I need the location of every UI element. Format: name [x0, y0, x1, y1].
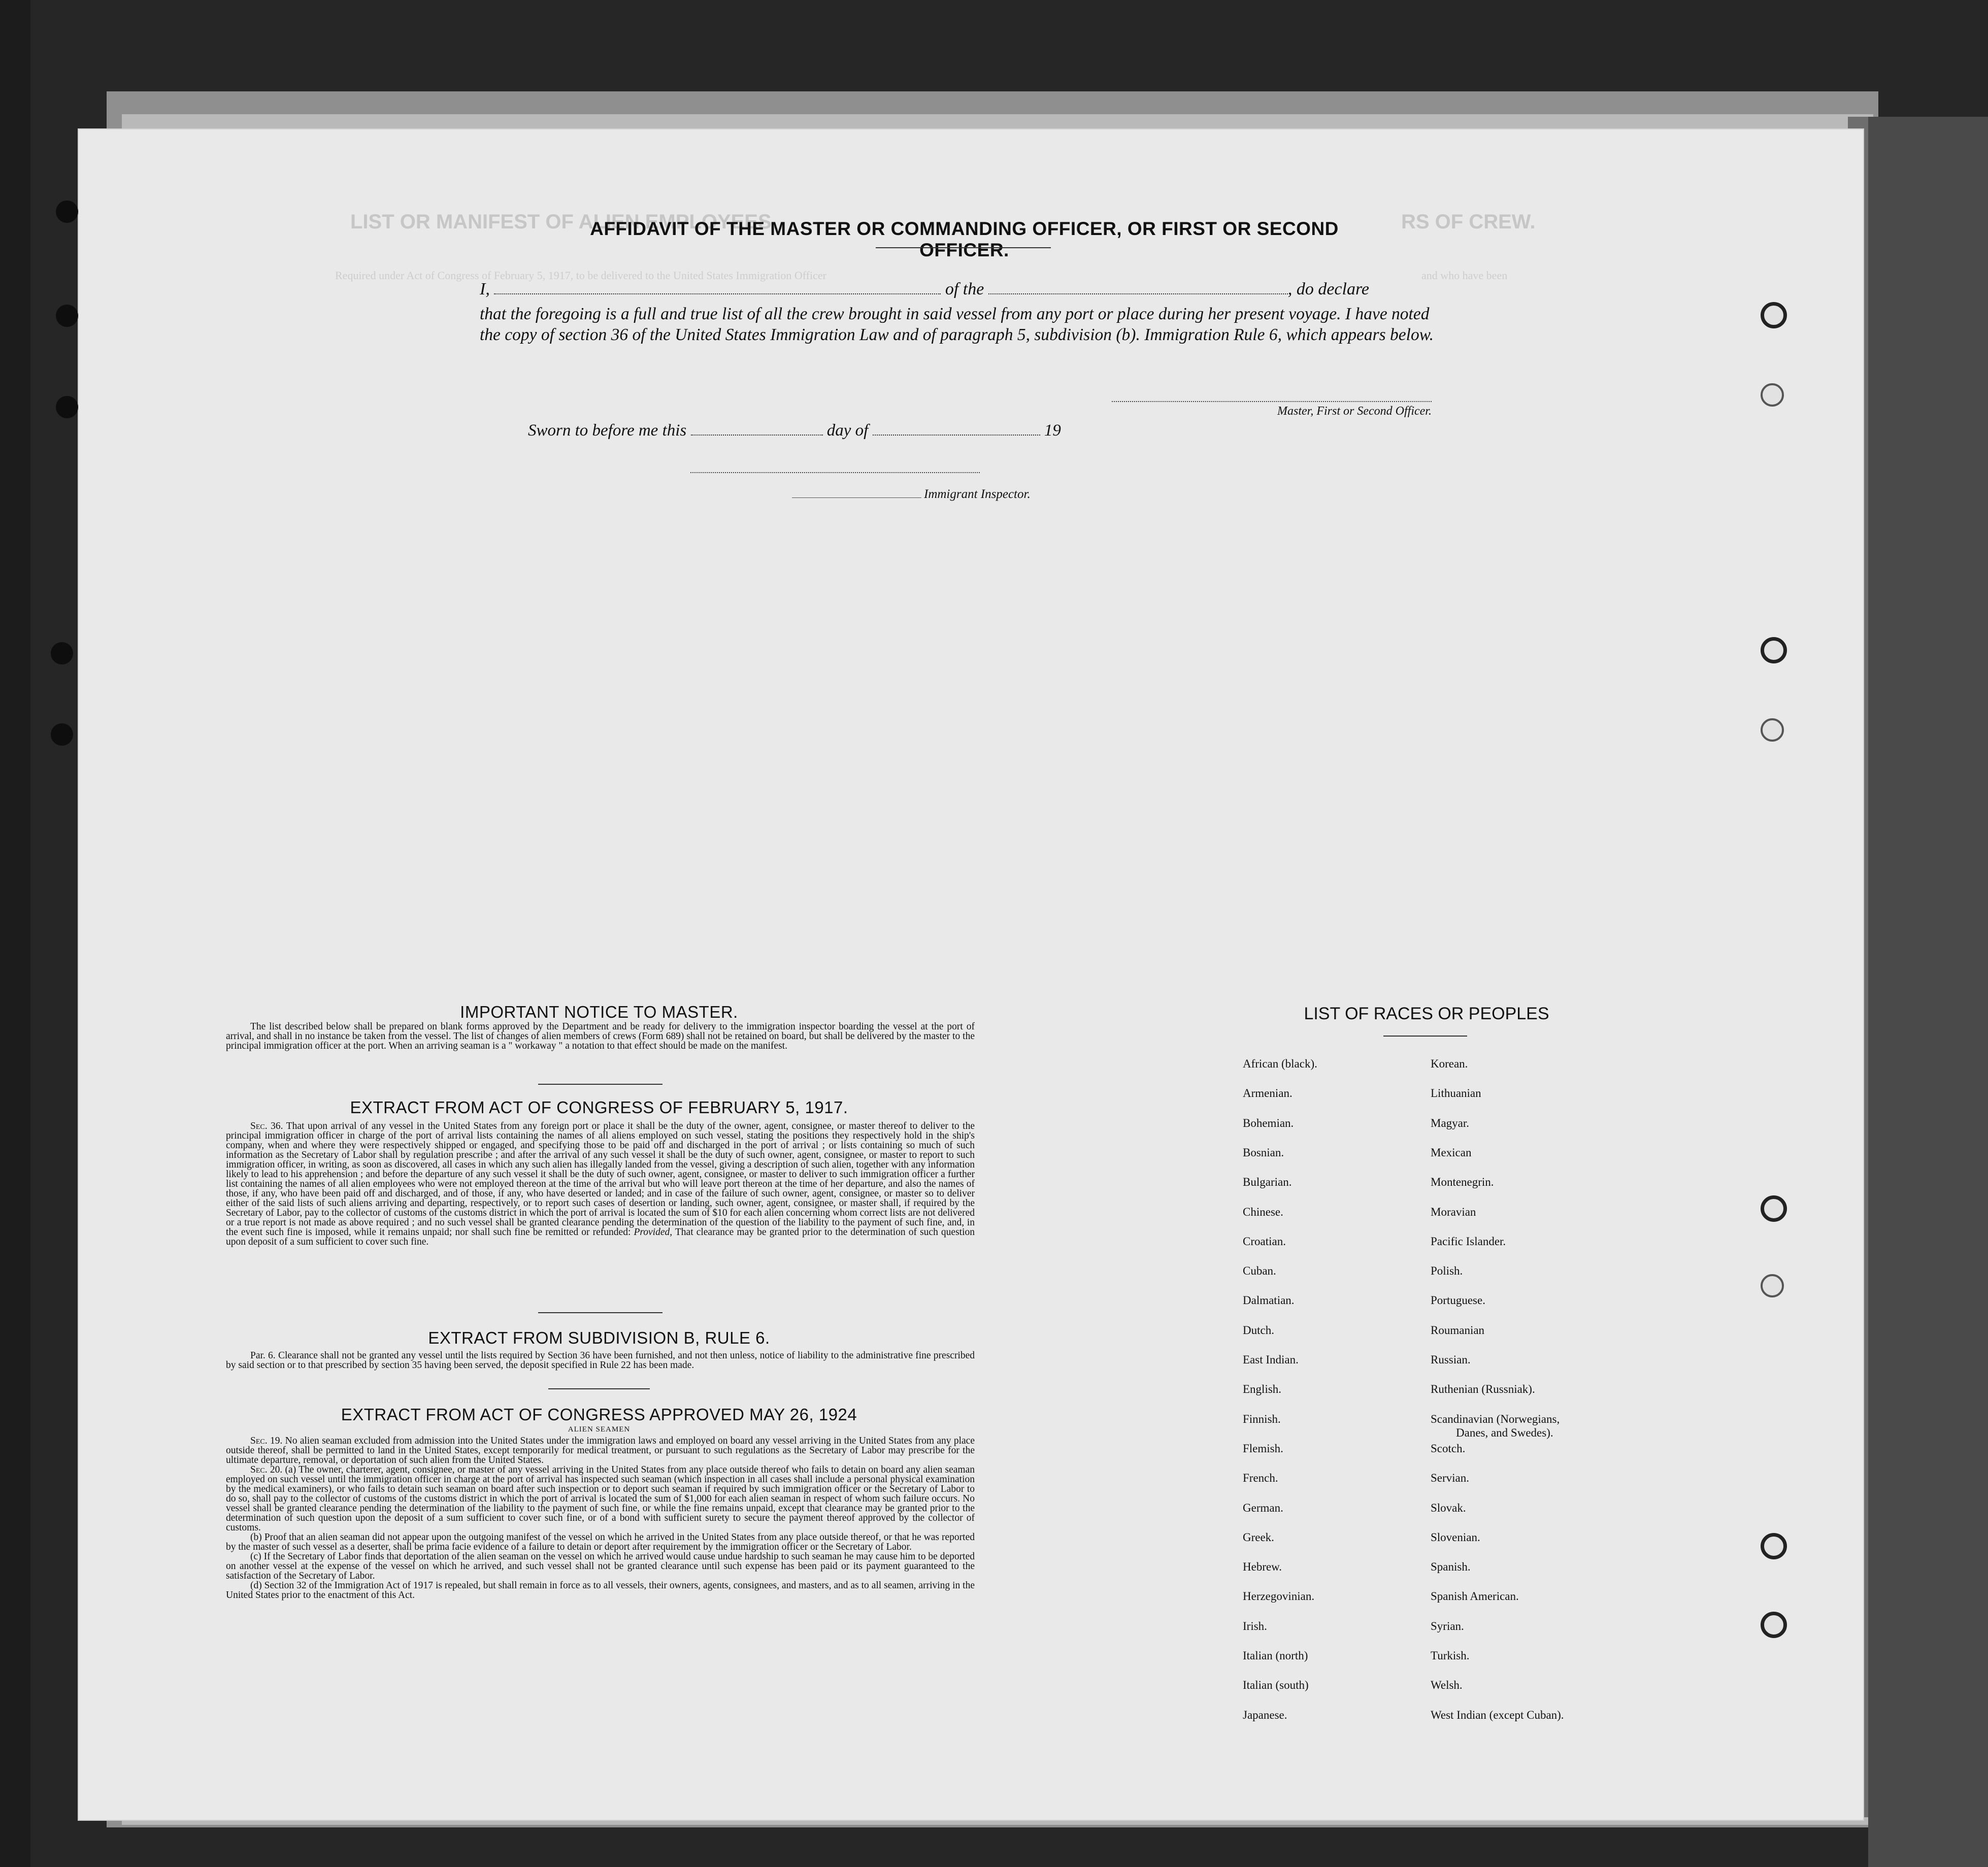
races-divider: [1383, 1036, 1467, 1037]
race-item: Servian.: [1431, 1472, 1470, 1485]
sec20d-text: (d) Section 32 of the Immigration Act of 1917 is repealed, but shall remain in force as to all vessels, their owners, agents, consignees, and masters, and as to all seamen, arriving in the United States prior to the enactment of this Act.: [226, 1580, 975, 1601]
extract-rule6-text: Clearance shall not be granted any vessel until the lists required by Section 36 have been furnished, and not then unless, notice of liability to the administrative fine prescribed by said section or to that prescribed by section 35 having been served, the deposit specified in Rule 22 has been made.: [226, 1350, 975, 1371]
race-item: Scotch.: [1431, 1442, 1466, 1455]
race-item: Syrian.: [1431, 1619, 1464, 1632]
extract-rule6-title: EXTRACT FROM SUBDIVISION B, RULE 6.: [428, 1328, 770, 1347]
race-item: Moravian: [1431, 1205, 1476, 1218]
extract-1917-provided: Provided,: [634, 1227, 673, 1238]
race-item: Slovak.: [1431, 1501, 1466, 1514]
race-item: Japanese.: [1243, 1708, 1287, 1721]
punch-hole: [1761, 1274, 1784, 1297]
race-item: Korean.: [1431, 1057, 1468, 1070]
race-item: Mexican: [1431, 1146, 1472, 1159]
notice-title: IMPORTANT NOTICE TO MASTER.: [460, 1003, 738, 1021]
race-item: Bulgarian.: [1243, 1176, 1292, 1189]
race-item: French.: [1243, 1472, 1278, 1485]
sworn-day-of-label: day of: [826, 421, 869, 440]
race-item: Cuban.: [1243, 1264, 1276, 1278]
extract-1917-title: EXTRACT FROM ACT OF CONGRESS OF FEBRUARY 5, 1917.: [350, 1098, 848, 1117]
race-item: Dalmatian.: [1243, 1294, 1295, 1307]
affidavit-do-declare-label: , do declare: [1287, 280, 1370, 298]
race-item: Slovenian.: [1431, 1530, 1480, 1544]
notice-body: The list described below shall be prepared on blank forms approved by the Department and be ready for delivery to the immigration inspector boarding the vessel at the port of arrival, and shall in no instance be taken from the vessel. The list of changes of alien members of crews (Form 689) shall not be retained on board, but shall be delivered by the master to the principal immigration officer at the port. When an arriving seaman is a " workaway " a notation to that effect should be made on the manifest.: [226, 1021, 975, 1051]
punch-hole: [1761, 1195, 1787, 1222]
binder-hole: [56, 201, 78, 223]
bleed-through-heading: LIST OR MANIFEST OF ALIEN EMPLOYEES: [350, 211, 772, 233]
race-item: Russian.: [1431, 1353, 1471, 1366]
binder-hole: [56, 396, 78, 418]
sec20a-text: (a) The owner, charterer, agent, consignee, or master of any vessel arriving in the United States from any place outside thereof who fails to detain on board any alien seaman employed on such vessel until the immigration officer in charge at the port of arrival has inspected such seaman (which inspection in all cases shall include a personal physical examination by the medical examiners), or who fails to detain such seaman on board after such inspection or to deport such seaman if required by such immigration officer or the Secretary of Labor to do so, shall pay to the collector of customs of the customs district in which the port of arrival is located the sum of $1,000 for each alien seaman in respect of whom such failure occurs. No vessel shall be granted clearance pending the determination of the liability to the payment of such fine, or while the fine remains unpaid, except that clearance may be granted prior to the determination of such question upon the deposit of a sum sufficient to cover such fine, or of a bond with sufficient surety to secure the payment thereof approved by the collector of customs.: [226, 1464, 975, 1533]
punch-hole: [1761, 718, 1784, 742]
race-item: Montenegrin.: [1431, 1176, 1494, 1189]
sec20-label: Sec. 20.: [250, 1464, 283, 1475]
race-item: Pacific Islander.: [1431, 1235, 1506, 1248]
affidavit-of-the-label: of the: [945, 280, 984, 298]
race-item: Irish.: [1243, 1619, 1267, 1632]
punch-hole: [1761, 637, 1787, 663]
race-item: Italian (south): [1243, 1679, 1309, 1692]
extract-rule6-body: [226, 1351, 975, 1370]
race-item: Bosnian.: [1243, 1146, 1284, 1159]
race-item: Roumanian: [1431, 1323, 1485, 1337]
race-item: Dutch.: [1243, 1323, 1274, 1337]
race-item: Herzegovinian.: [1243, 1590, 1315, 1603]
race-item: Spanish.: [1431, 1560, 1471, 1574]
scan-background-right: [1868, 117, 1988, 1867]
sworn-prefix: Sworn to before me this: [528, 421, 687, 440]
master-signature-line: [1112, 401, 1432, 402]
race-item: East Indian.: [1243, 1353, 1299, 1366]
binder-hole: [51, 642, 73, 664]
bleed-through-text: and who have been: [1421, 269, 1508, 282]
sec20c-text: (c) If the Secretary of Labor finds that deportation of the alien seaman on the vessel on which he arrived would cause undue hardship to such seaman he may cause him to be deported on another vessel at the expense of the vessel on which he arrived, and such vessel shall not be granted clearance until such expense has been paid or its payment guaranteed to the satisfaction of the Secretary of Labor.: [226, 1551, 975, 1581]
race-item: Scandinavian (Norwegians,: [1431, 1412, 1560, 1425]
inspector-caption-line: [792, 497, 921, 498]
extract-1917-text-end: That clearance may be granted prior to the determination of such question upon deposit of a sum sufficient to cover such fine.: [226, 1227, 975, 1247]
sec20b-text: (b) Proof that an alien seaman did not appear upon the outgoing manifest of the vessel on which he arrived in the United States from any place outside thereof, or that he was reported by the master of such vessel as a deserter, shall be prima facie evidence of a failure to detain or deport after requirement by the immigration officer or the Secretary of Labor.: [226, 1532, 975, 1552]
sec19-label: Sec. 19.: [250, 1436, 283, 1446]
race-item: Magyar.: [1431, 1116, 1470, 1129]
race-item-continuation: Danes, and Swedes).: [1456, 1426, 1553, 1439]
binder-hole: [56, 305, 78, 327]
race-item: Lithuanian: [1431, 1087, 1481, 1100]
master-signature-caption: Master, First or Second Officer.: [1277, 405, 1432, 418]
sworn-month-field[interactable]: [873, 420, 1040, 436]
race-item: Flemish.: [1243, 1442, 1283, 1455]
punch-hole: [1761, 383, 1784, 407]
race-item: West Indian (except Cuban).: [1431, 1708, 1564, 1721]
extract-1917-body: [226, 1121, 975, 1247]
bleed-through-text: Required under Act of Congress of February 5, 1917, to be delivered to the United States Immigration Officer: [335, 269, 826, 282]
inspector-caption: Immigrant Inspector.: [924, 487, 1031, 501]
race-item: German.: [1243, 1501, 1283, 1514]
title-underline: [876, 247, 1051, 248]
affidavit-title: AFFIDAVIT OF THE MASTER OR COMMANDING OFFICER, OR FIRST OR SECOND OFFICER.: [590, 218, 1339, 260]
race-item: Greek.: [1243, 1530, 1274, 1544]
race-item: Hebrew.: [1243, 1560, 1282, 1574]
race-item: Italian (north): [1243, 1649, 1308, 1662]
sec19-text: No alien seaman excluded from admission into the United States under the immigration laws and employed on board any vessel arriving in the United States from any place outside thereof, shall be permitted to land in the United States, except temporarily for medical treatment, or pursuant to such regulations as the Secretary of Labor may prescribe for the ultimate departure, removal, or deportation of such alien from the United States.: [226, 1436, 975, 1465]
extract-1924-body: [226, 1436, 975, 1600]
race-item: Armenian.: [1243, 1087, 1293, 1100]
race-item: Chinese.: [1243, 1205, 1283, 1218]
sworn-day-field[interactable]: [691, 420, 823, 436]
punch-hole: [1761, 302, 1787, 328]
race-item: Polish.: [1431, 1264, 1463, 1278]
extract-1924-title: EXTRACT FROM ACT OF CONGRESS APPROVED MAY 26, 1924: [341, 1405, 857, 1424]
extract-rule6-divider: [548, 1388, 650, 1389]
vessel-name-field[interactable]: [988, 279, 1288, 294]
race-item: Portuguese.: [1431, 1294, 1485, 1307]
race-item: African (black).: [1243, 1057, 1317, 1070]
extract-1917-sec-label: Sec. 36.: [250, 1121, 283, 1131]
race-item: Ruthenian (Russniak).: [1431, 1383, 1535, 1396]
race-item: Welsh.: [1431, 1679, 1463, 1692]
sworn-line: [528, 420, 1137, 440]
sworn-year-label: 19: [1044, 421, 1061, 440]
race-item: Bohemian.: [1243, 1116, 1294, 1129]
extract-1917-text: That upon arrival of any vessel in the United States from any foreign port or place it shall be the duty of the owner, agent, consignee, or master thereof to deliver to the principal immigration officer in charge of the port of arrival lists containing the names of all aliens employed on such vessel, stating the positions they respectively hold in the ship's company, when and where they were respectively shipped or engaged, and specifying those to be paid off and discharged in the port of arrival ; or lists containing so much of such information as the Secretary of Labor shall by regulation prescribe ; and after the arrival of any such vessel it shall be the duty of such owner, agent, consignee, or master to report to such immigration officer, in writing, as soon as discovered, all cases in which any such alien has illegally landed from the vessel, giving a description of such alien, together with any information likely to lead to his apprehension ; and before the departure of any such vessel it shall be the duty of such owner, agent, consignee, or master to deliver to such immigration officer a further list containing the names of all alien employees who were not employed thereon at the time of the arrival but who will leave port thereon at the time of her departure, and also the names of those, if any, who have been paid off and discharged, and of those, if any, who have deserted or landed; and in case of the failure of such owner, agent, consignee, or master so to deliver either of the said lists of such aliens arriving and departing, respectively, or to report such cases of desertion or landing, such owner, agent, consignee, or master shall, if required by the Secretary of Labor, pay to the collector of customs of the customs district in which the port of arrival is located the sum of $10 for each alien concerning whom correct lists are not delivered or a true report is not made as above required ; and no such vessel shall be granted clearance pending the determination of the question of the liability to the payment of such fine, and, in the event such fine is imposed, while it remains unpaid; nor shall such fine be remitted or refunded:: [226, 1121, 975, 1238]
extract-rule6-par-label: Par. 6.: [250, 1350, 276, 1361]
race-item: Turkish.: [1431, 1649, 1470, 1662]
extract-1924-subtitle: ALIEN SEAMEN: [568, 1425, 631, 1433]
affidavit-declaration-line: [480, 279, 1447, 299]
race-item: English.: [1243, 1383, 1282, 1396]
races-title: LIST OF RACES OR PEOPLES: [1304, 1004, 1549, 1023]
race-item: Finnish.: [1243, 1412, 1281, 1425]
punch-hole: [1761, 1612, 1787, 1638]
notice-divider: [538, 1084, 662, 1085]
race-item: Spanish American.: [1431, 1590, 1519, 1603]
bleed-through-heading: RS OF CREW.: [1401, 211, 1536, 233]
affidavit-i-label: I,: [480, 280, 490, 298]
officer-name-field[interactable]: [494, 279, 941, 294]
race-item: Croatian.: [1243, 1235, 1286, 1248]
punch-hole: [1761, 1533, 1787, 1559]
inspector-signature-line: [690, 472, 980, 473]
affidavit-body: that the foregoing is a full and true list of all the crew brought in said vessel from any port or place during her present voyage. I have noted the copy of section 36 of the United States Immigration Law and of paragraph 5, subdivision (b). Immigration Rule 6, which appears below.: [480, 305, 1434, 344]
scan-background-left: [0, 0, 30, 1867]
extract-1917-divider: [538, 1312, 662, 1313]
binder-hole: [51, 723, 73, 746]
